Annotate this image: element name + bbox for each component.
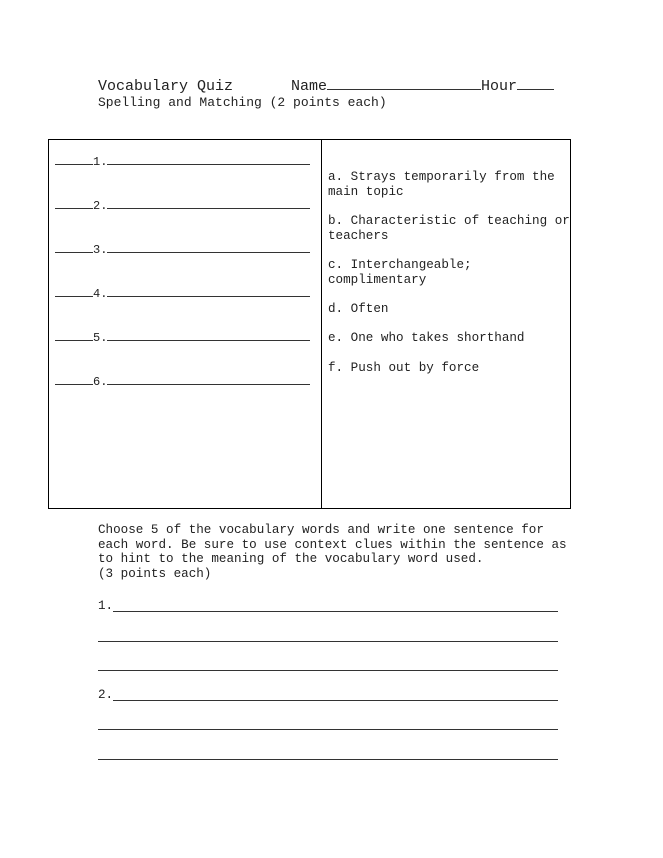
sentence-line[interactable] — [98, 641, 558, 642]
sentence-instructions — [98, 523, 578, 581]
answer-blank[interactable] — [55, 339, 93, 341]
answer-blank[interactable] — [55, 207, 93, 209]
sentence-line[interactable] — [98, 759, 558, 760]
name-blank[interactable] — [327, 88, 481, 90]
item-number: 1. — [93, 155, 108, 169]
spelling-blank[interactable] — [107, 163, 310, 165]
matching-item-3 — [55, 243, 310, 257]
spelling-blank[interactable] — [107, 383, 310, 385]
points-text: (3 points each) — [98, 566, 212, 581]
quiz-title: Vocabulary Quiz — [98, 78, 234, 95]
sentence-number-2: 2. — [98, 688, 114, 702]
definition-e: e. One who takes shorthand — [328, 331, 525, 345]
sentence-line[interactable] — [113, 700, 558, 701]
item-number: 6. — [93, 375, 108, 389]
matching-item-6 — [55, 375, 310, 389]
definition-f: f. Push out by force — [328, 361, 480, 375]
item-number: 4. — [93, 287, 108, 301]
instructions-text: Choose 5 of the vocabulary words and write one sentence for each word. Be sure to use context clues within the sentence as to hint to the meaning of the vocabulary word used. — [98, 523, 567, 567]
hour-label: Hour — [481, 78, 518, 95]
definition-b: b. Characteristic of teaching or teachers — [328, 214, 570, 243]
spelling-blank[interactable] — [107, 339, 310, 341]
item-number: 5. — [93, 331, 108, 345]
subtitle: Spelling and Matching (2 points each) — [98, 95, 387, 110]
answer-blank[interactable] — [55, 163, 93, 165]
matching-item-5 — [55, 331, 310, 345]
definition-c: c. Interchangeable; complimentary — [328, 258, 472, 287]
spelling-blank[interactable] — [107, 207, 310, 209]
matching-item-1 — [55, 155, 310, 169]
sentence-line[interactable] — [98, 729, 558, 730]
spelling-blank[interactable] — [107, 251, 310, 253]
name-label: Name — [291, 78, 328, 95]
item-number: 2. — [93, 199, 108, 213]
hour-blank[interactable] — [517, 88, 554, 90]
sentence-number-1: 1. — [98, 599, 114, 613]
matching-table — [48, 139, 571, 509]
sentence-line[interactable] — [113, 611, 558, 612]
sentence-line[interactable] — [98, 670, 558, 671]
table-divider — [321, 140, 322, 508]
spelling-blank[interactable] — [107, 295, 310, 297]
definition-d: d. Often — [328, 302, 389, 316]
definition-a: a. Strays temporarily from the main topic — [328, 170, 555, 199]
matching-item-4 — [55, 287, 310, 301]
answer-blank[interactable] — [55, 251, 93, 253]
header-line — [98, 79, 554, 95]
matching-item-2 — [55, 199, 310, 213]
item-number: 3. — [93, 243, 108, 257]
answer-blank[interactable] — [55, 295, 93, 297]
answer-blank[interactable] — [55, 383, 93, 385]
